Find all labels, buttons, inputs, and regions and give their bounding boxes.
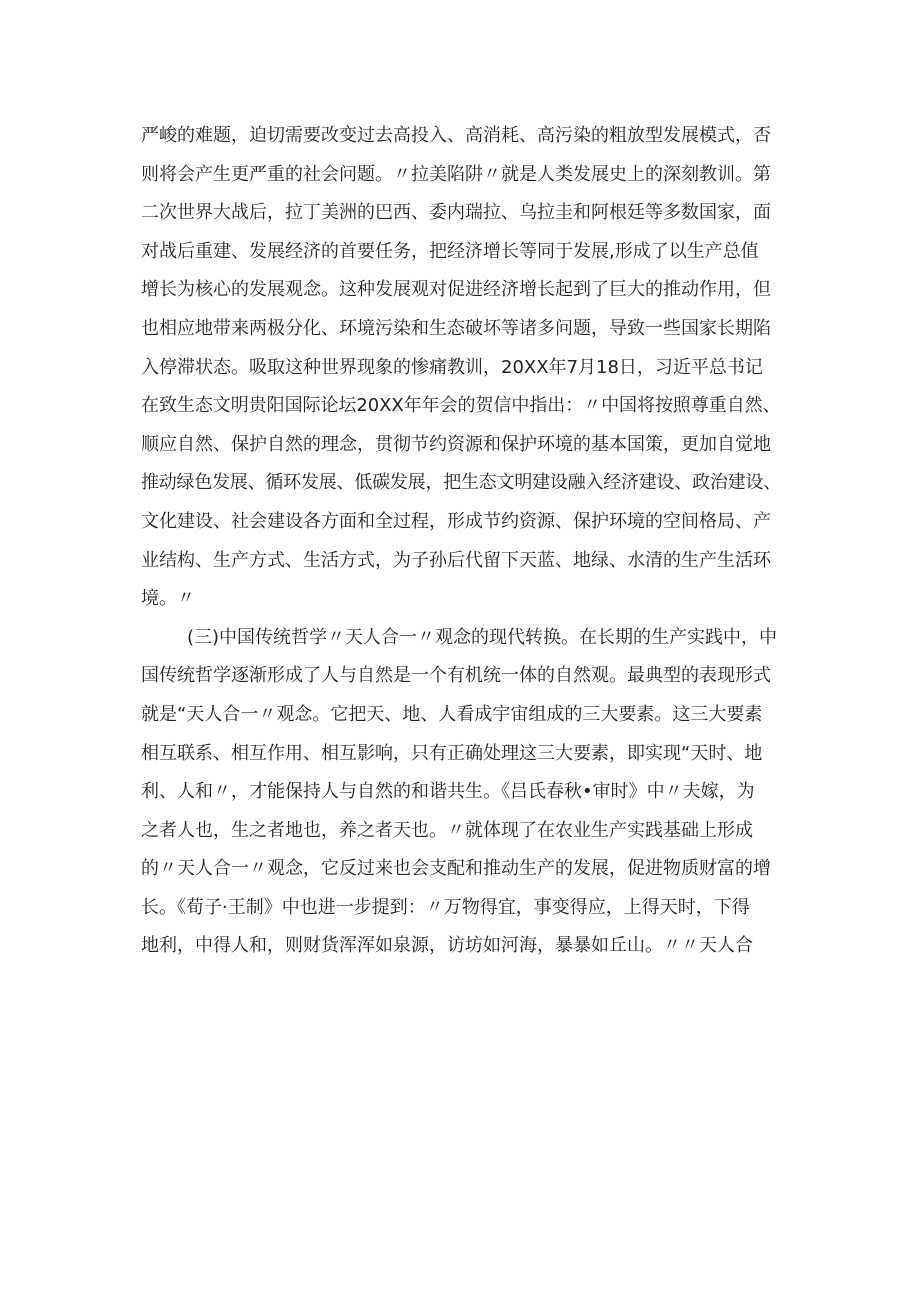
text-line: 增长为核心的发展观念。这种发展观对促进经济增长起到了巨大的推动作用，但 xyxy=(141,279,771,301)
text-line: 则将会产生更严重的社会问题。〃拉美陷阱〃就是人类发展史上的深刻教训。第 xyxy=(141,163,771,185)
text-line: 严峻的难题，迫切需要改变过去高投入、高消耗、高污染的粗放型发展模式，否 xyxy=(141,125,771,146)
text-line: 推动绿色发展、循环发展、低碳发展，把生态文明建设融入经济建设、政治建设、 xyxy=(141,472,781,494)
text-line: 境。〃 xyxy=(141,588,195,610)
text-line: 文化建设、社会建设各方面和全过程，形成节约资源、保护环境的空间格局、产 xyxy=(141,510,771,532)
text-line: 之者人也，生之者地也，养之者天也。〃就体现了在农业生产实践基础上形成 xyxy=(141,819,753,841)
section-heading-line: (三)中国传统哲学〃天人合一〃观念的现代转换。在长期的生产实践中，中 xyxy=(187,626,778,648)
text-line: 利、人和〃，才能保持人与自然的和谐共生。《吕氏春秋•审时》中〃夫嫁，为 xyxy=(141,781,755,803)
text-line: 在致生态文明贵阳国际论坛20XX年年会的贺信中指出：〃中国将按照尊重自然、 xyxy=(141,395,781,417)
text-line: 业结构、生产方式、生活方式，为子孙后代留下天蓝、地绿、水清的生产生活环 xyxy=(141,549,771,571)
text-line: 的〃天人合一〃观念，它反过来也会支配和推动生产的发展，促进物质财富的增 xyxy=(141,858,771,880)
text-line: 也相应地带来两极分化、环境污染和生态破坏等诸多问题，导致一些国家长期陷 xyxy=(141,317,771,339)
text-line: 相互联系、相互作用、相互影响，只有正确处理这三大要素，即实现“天时、地 xyxy=(141,742,763,764)
text-line: 顺应自然、保护自然的理念，贯彻节约资源和保护环境的基本国策，更加自觉地 xyxy=(141,433,771,455)
text-line: 就是“天人合一〃观念。它把天、地、人看成宇宙组成的三大要素。这三大要素 xyxy=(141,703,763,725)
text-line: 长。《荀子·王制》中也进一步提到：〃万物得宜，事变得应，上得天时，下得 xyxy=(141,896,750,918)
text-line: 二次世界大战后，拉丁美洲的巴西、委内瑞拉、乌拉圭和阿根廷等多数国家，面 xyxy=(141,202,771,224)
text-line: 入停滞状态。吸取这种世界现象的惨痛教训，20XX年7月18日，习近平总书记 xyxy=(141,356,763,378)
text-line: 对战后重建、发展经济的首要任务，把经济增长等同于发展,形成了以生产总值 xyxy=(141,240,759,262)
text-line: 地利，中得人和，则财货浑浑如泉源，访坊如河海，暴暴如丘山。〃〃天人合 xyxy=(141,935,753,957)
text-line: 国传统哲学逐渐形成了人与自然是一个有机统一体的自然观。最典型的表现形式 xyxy=(141,665,771,687)
body-text xyxy=(141,117,781,966)
